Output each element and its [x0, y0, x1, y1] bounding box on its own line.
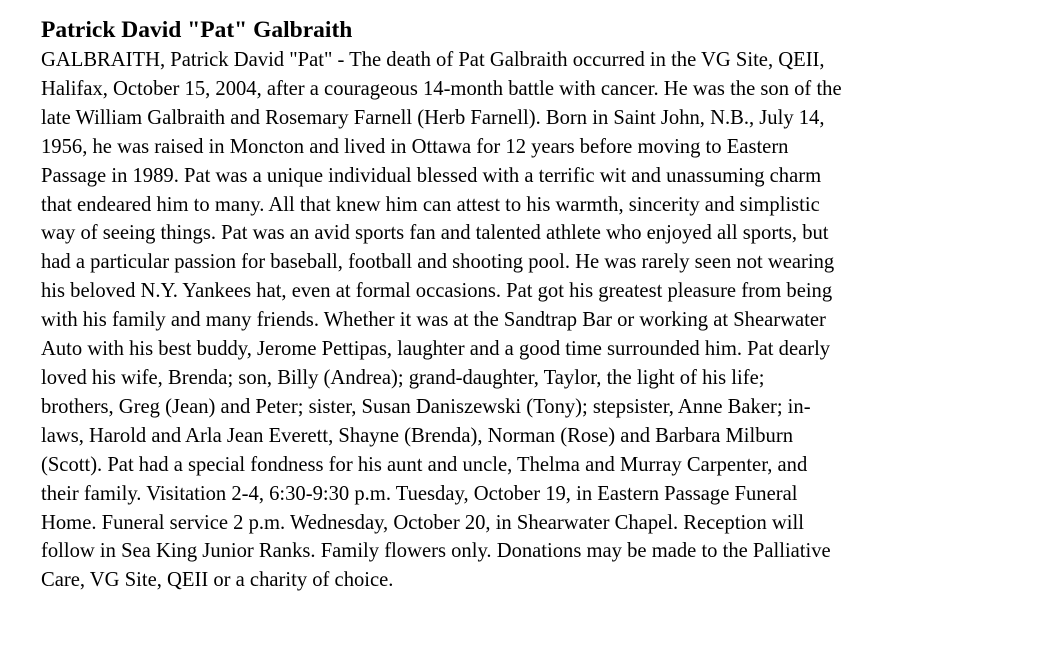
- body-line: GALBRAITH, Patrick David "Pat" - The death of Pat Galbraith occurred in the VG Site, QEII,: [41, 49, 825, 71]
- body-line: follow in Sea King Junior Ranks. Family flowers only. Donations may be made to the Palliative: [41, 540, 831, 563]
- body-line: Halifax, October 15, 2004, after a courageous 14-month battle with cancer. He was the son of the: [41, 77, 842, 100]
- body-line: way of seeing things. Pat was an avid sports fan and talented athlete who enjoyed all sports, but: [41, 222, 829, 245]
- body-line: laws, Harold and Arla Jean Everett, Shayne (Brenda), Norman (Rose) and Barbara Milburn: [41, 424, 794, 447]
- body-line: had a particular passion for baseball, football and shooting pool. He was rarely seen not wearing: [41, 251, 835, 274]
- body-line: their family. Visitation 2-4, 6:30-9:30 p.m. Tuesday, October 19, in Eastern Passage Funeral: [41, 482, 798, 505]
- obituary-title: Patrick David "Pat" Galbraith: [41, 17, 353, 43]
- obituary-body: [41, 46, 1031, 595]
- body-line: Home. Funeral service 2 p.m. Wednesday, October 20, in Shearwater Chapel. Reception will: [41, 511, 804, 534]
- body-line: that endeared him to many. All that knew him can attest to his warmth, sincerity and simplistic: [41, 193, 820, 216]
- body-line: 1956, he was raised in Moncton and lived in Ottawa for 12 years before moving to Eastern: [41, 135, 789, 158]
- body-line: Passage in 1989. Pat was a unique individual blessed with a terrific wit and unassuming charm: [41, 164, 822, 187]
- body-line: his beloved N.Y. Yankees hat, even at formal occasions. Pat got his greatest pleasure from being: [41, 280, 833, 303]
- body-line: late William Galbraith and Rosemary Farnell (Herb Farnell). Born in Saint John, N.B., July 14,: [41, 106, 825, 129]
- obituary-document: [41, 14, 1031, 595]
- body-line: brothers, Greg (Jean) and Peter; sister, Susan Daniszewski (Tony); stepsister, Anne Baker; in-: [41, 395, 811, 418]
- body-line: loved his wife, Brenda; son, Billy (Andrea); grand-daughter, Taylor, the light of his life;: [41, 366, 765, 389]
- body-line: (Scott). Pat had a special fondness for his aunt and uncle, Thelma and Murray Carpenter, and: [41, 453, 808, 476]
- body-line: Care, VG Site, QEII or a charity of choice.: [41, 569, 394, 592]
- body-line: Auto with his best buddy, Jerome Pettipas, laughter and a good time surrounded him. Pat dearly: [41, 338, 831, 361]
- body-line: with his family and many friends. Whether it was at the Sandtrap Bar or working at Shearwater: [41, 309, 826, 332]
